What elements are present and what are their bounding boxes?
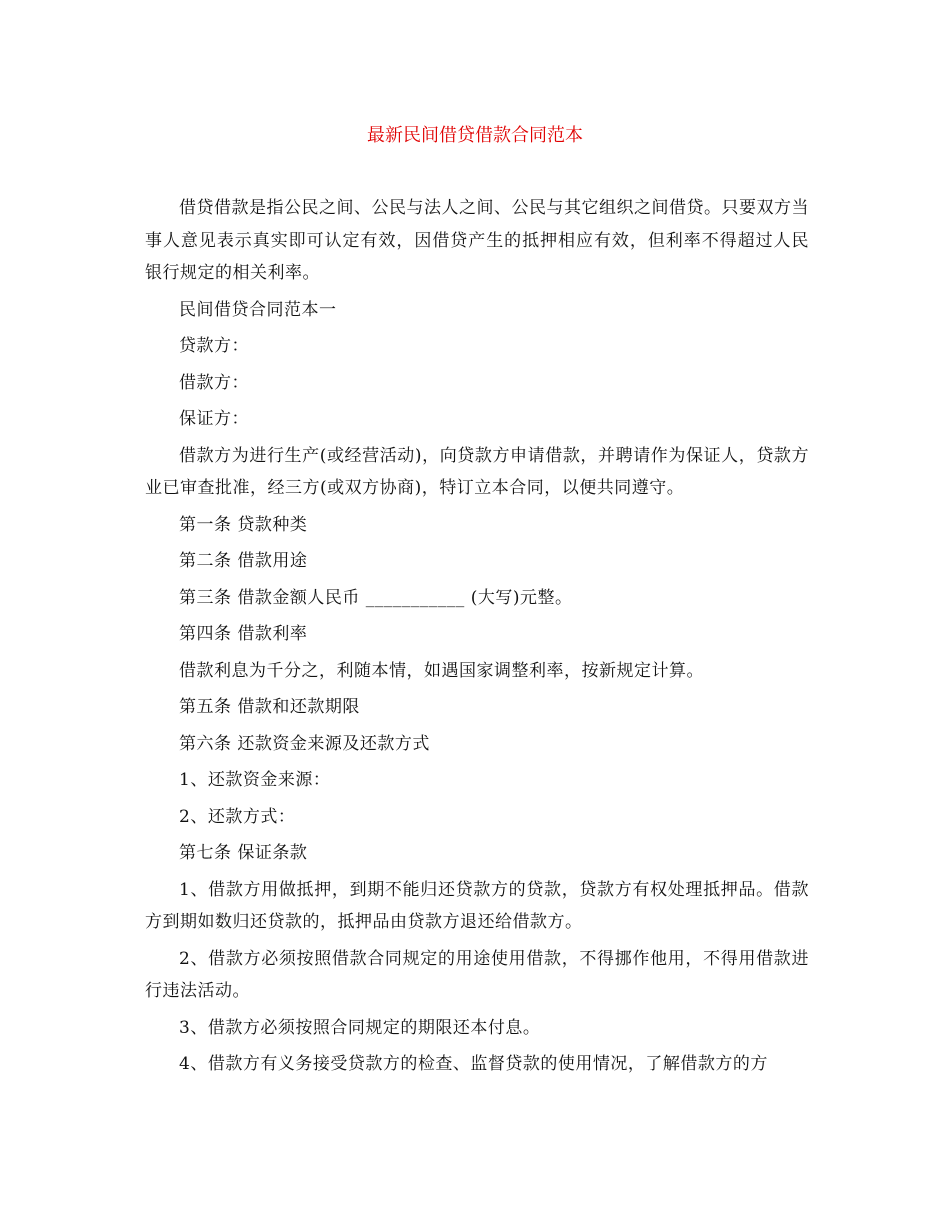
preamble-paragraph: 借款方为进行生产(或经营活动)，向贷款方申请借款，并聘请作为保证人，贷款方业已审查批准，经三方(或双方协商)，特订立本合同，以便共同遵守。 bbox=[145, 445, 809, 498]
article-6: 第六条 还款资金来源及还款方式 bbox=[179, 733, 430, 754]
article-3: 第三条 借款金额人民币 ___________ (大写)元整。 bbox=[179, 587, 573, 608]
repayment-source: 1、还款资金来源： bbox=[179, 770, 331, 790]
intro-paragraph: 借贷借款是指公民之间、公民与法人之间、公民与其它组织之间借贷。只要双方当事人意见表示真实即可认定有效，因借贷产生的抵押相应有效，但利率不得超过人民银行规定的相关利率。 bbox=[145, 198, 809, 283]
repayment-method: 2、还款方式： bbox=[179, 806, 296, 827]
article-4: 第四条 借款利率 bbox=[179, 624, 308, 644]
sample-heading: 民间借贷合同范本一 bbox=[179, 299, 337, 320]
guarantee-clause-3: 3、借款方必须按照合同规定的期限还本付息。 bbox=[179, 1017, 541, 1038]
document-title: 最新民间借贷借款合同范本 bbox=[367, 125, 583, 146]
guarantor-line: 保证方： bbox=[179, 409, 249, 429]
guarantee-clause-1: 1、借款方用做抵押，到期不能归还贷款方的贷款，贷款方有权处理抵押品。借款方到期如数归还贷款的，抵押品由贷款方退还给借款方。 bbox=[145, 879, 809, 932]
document-body bbox=[145, 192, 809, 1085]
lender-line: 贷款方： bbox=[179, 336, 249, 356]
guarantee-clause-2: 2、借款方必须按照借款合同规定的用途使用借款，不得挪作他用，不得用借款进行违法活动。 bbox=[145, 948, 809, 1001]
article-7: 第七条 保证条款 bbox=[179, 843, 308, 863]
article-5: 第五条 借款和还款期限 bbox=[179, 697, 360, 717]
borrower-line: 借款方： bbox=[179, 372, 249, 393]
guarantee-clause-4: 4、借款方有义务接受贷款方的检查、监督贷款的使用情况，了解借款方的方 bbox=[179, 1054, 768, 1074]
article-1: 第一条 贷款种类 bbox=[179, 514, 308, 535]
article-2: 第二条 借款用途 bbox=[179, 551, 308, 571]
interest-paragraph: 借款利息为千分之，利随本情，如遇国家调整利率，按新规定计算。 bbox=[179, 660, 704, 681]
